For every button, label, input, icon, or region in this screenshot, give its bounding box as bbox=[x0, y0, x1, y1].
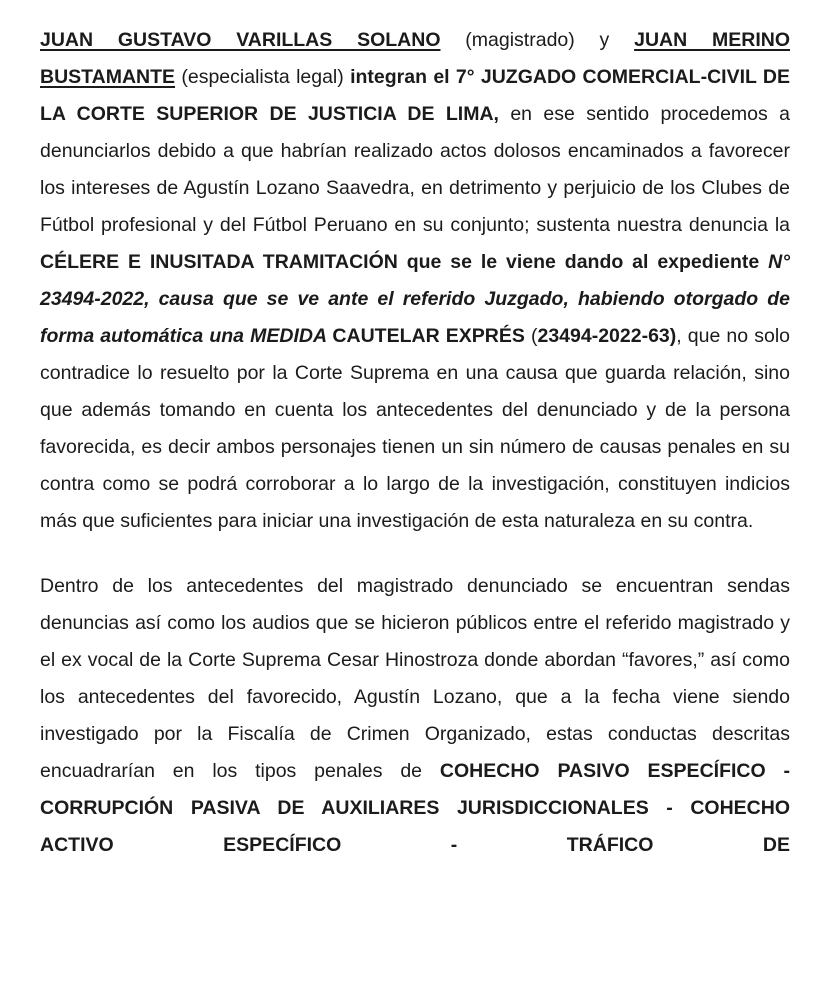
text-run: (especialista legal) bbox=[175, 66, 351, 88]
paragraph bbox=[40, 568, 790, 864]
text-run: 23494-2022-63) bbox=[537, 325, 677, 347]
text-run: (magistrado) y bbox=[440, 29, 635, 51]
document-body bbox=[40, 22, 790, 864]
text-run: ( bbox=[524, 325, 538, 347]
text-run: JUAN GUSTAVO VARILLAS SOLANO bbox=[40, 29, 441, 51]
paragraph bbox=[40, 22, 790, 540]
text-run: COHECHO PASIVO ESPECÍFICO - CORRUPCIÓN PASIVA DE AUXILIARES JURISDICCIONALES - COHECHO ACTIVO ESPECÍFICO - TRÁFICO DE bbox=[40, 760, 791, 856]
text-run: CAUTELAR EXPRÉS bbox=[332, 325, 525, 347]
text-run: JUAN MERINO BUSTAMANTE bbox=[40, 29, 791, 88]
text-run: CÉLERE E INUSITADA TRAMITACIÓN que se le viene dando al expediente bbox=[40, 251, 769, 273]
text-run: en ese sentido procedemos a denunciarlos debido a que habrían realizado actos dolosos encaminados a favorecer los intereses de Agustín Lozano Saavedra, en detrimento y perjuicio de los Clubes de Fútbol profesional y del Fútbol Peruano en su conjunto; sustenta nuestra denuncia la bbox=[40, 103, 790, 236]
text-run: integran el 7° JUZGADO COMERCIAL-CIVIL DE LA CORTE SUPERIOR DE JUSTICIA DE LIMA, bbox=[40, 66, 790, 125]
text-run: , que no solo contradice lo resuelto por la Corte Suprema en una causa que guarda relación, sino que además tomando en cuenta los antecedentes del denunciado y de la persona favorecida, es decir ambos personajes tienen un sin número de causas penales en su contra como se podrá corroborar a lo largo de la investigación, constituyen indicios más que suficientes para iniciar una investigación de esta naturaleza en su contra. bbox=[40, 325, 790, 532]
text-run: N° 23494-2022, causa que se ve ante el referido Juzgado, habiendo otorgado de forma automática una MEDIDA bbox=[40, 251, 790, 347]
text-run: Dentro de los antecedentes del magistrado denunciado se encuentran sendas denuncias así como los audios que se hicieron públicos entre el referido magistrado y el ex vocal de la Corte Suprema Cesar Hinostroza donde abordan “favores,” así como los antecedentes del favorecido, Agustín Lozano, que a la fecha viene siendo investigado por la Fiscalía de Crimen Organizado, estas conductas descritas encuadrarían en los tipos penales de bbox=[40, 575, 790, 782]
